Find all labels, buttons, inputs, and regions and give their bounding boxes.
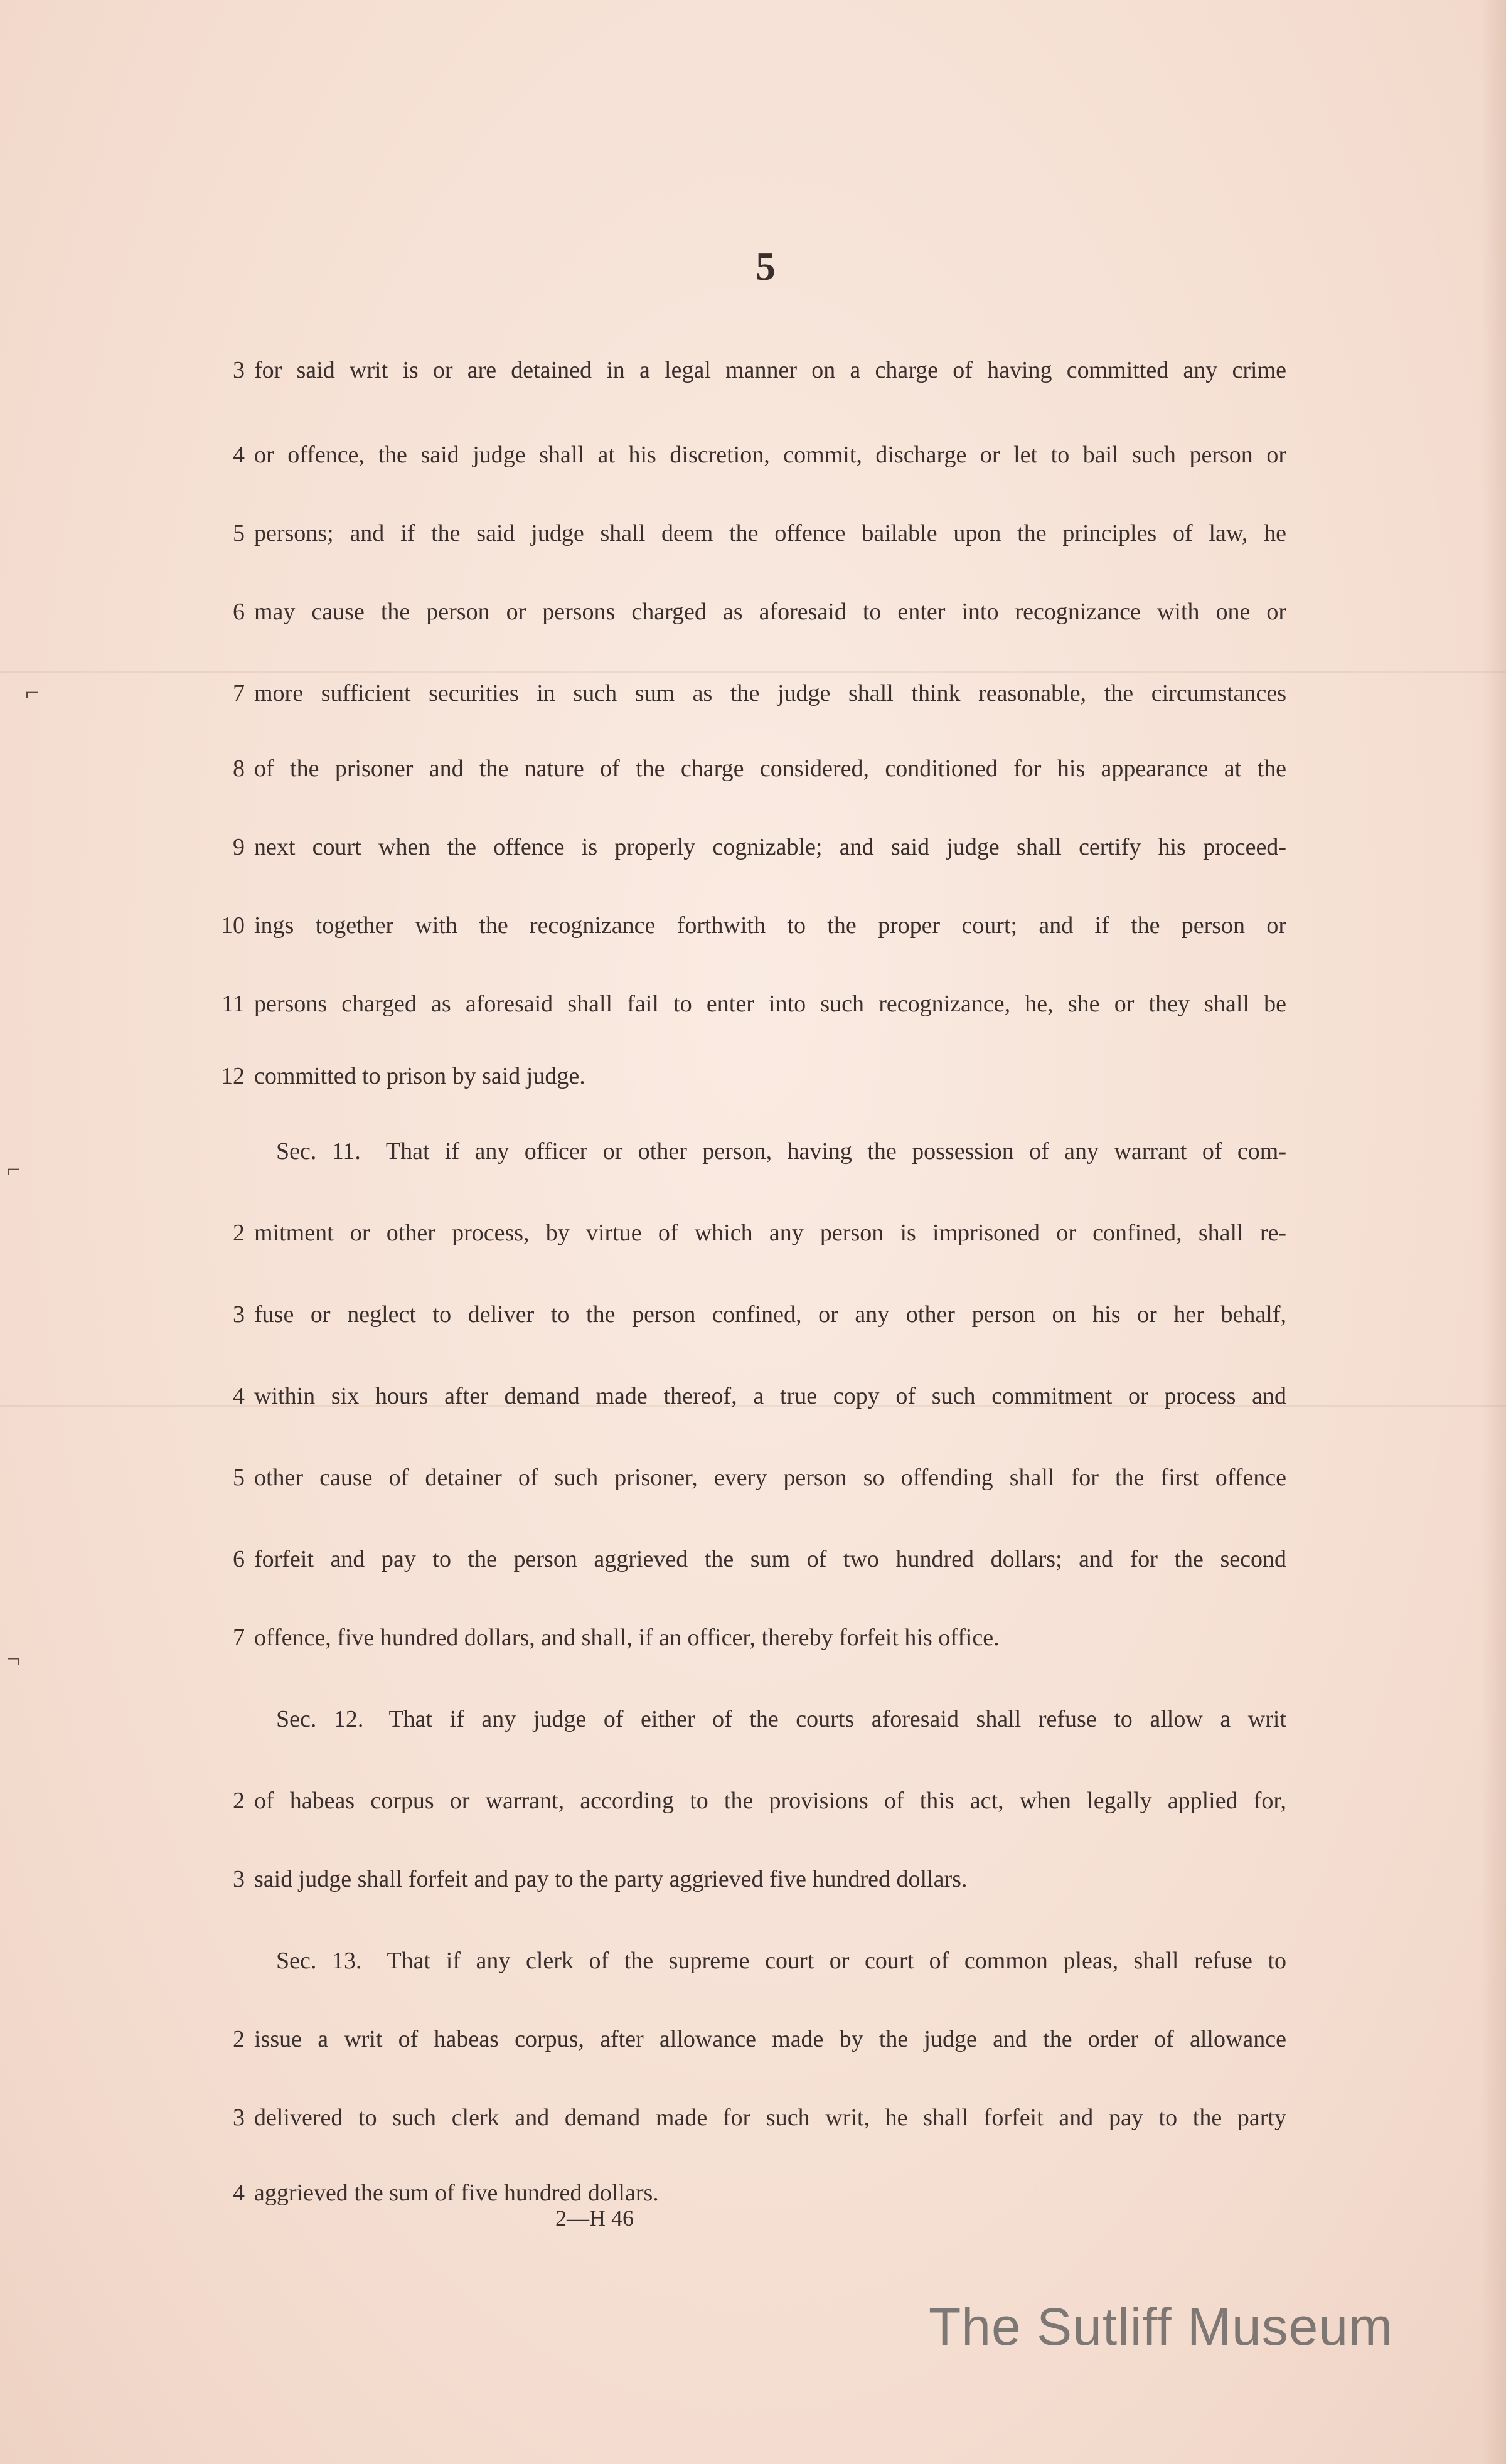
text-line: 5 persons; and if the said judge shall deem the offence bailable upon the principles of law, he [233,520,1286,547]
text-line: 8 of the prisoner and the nature of the charge considered, conditioned for his appearance at the [233,755,1286,782]
section-heading-line: Sec. 11. That if any officer or other person, having the possession of any warrant of com- [276,1138,1286,1165]
text-line: 4 aggrieved the sum of five hundred dollars. [233,2180,659,2206]
margin-mark: ⌐ [25,678,40,707]
document-code: 2—H 46 [555,2205,634,2231]
text-line: 11 persons charged as aforesaid shall fail to enter into such recognizance, he, she or they shall be [222,991,1286,1017]
text-line: 6 forfeit and pay to the person aggrieved the sum of two hundred dollars; and for the second [233,1546,1286,1572]
section-label: Sec. 12. [276,1706,364,1732]
section-heading-line: Sec. 13. That if any clerk of the supreme court or court of common pleas, shall refuse to [276,1948,1286,1974]
text-line: 4 or offence, the said judge shall at his discretion, commit, discharge or let to bail such person or [233,442,1286,468]
text-line: 4 within six hours after demand made thereof, a true copy of such commitment or process and [233,1383,1286,1409]
text-line: 3 fuse or neglect to deliver to the person confined, or any other person on his or her behalf, [233,1301,1286,1328]
text-line: 3 for said writ is or are detained in a legal manner on a charge of having committed any crime [233,357,1286,383]
paper-edge-shadow [1481,0,1506,2464]
text-line: 7 more sufficient securities in such sum as the judge shall think reasonable, the circumstances [233,680,1286,707]
text-line: 2 of habeas corpus or warrant, according to the provisions of this act, when legally applied for, [233,1788,1286,1814]
page-number: 5 [756,244,776,289]
text-line: 9 next court when the offence is properly cognizable; and said judge shall certify his proceed- [233,834,1286,860]
text-line: 2 issue a writ of habeas corpus, after allowance made by the judge and the order of allowance [233,2026,1286,2052]
margin-mark: ¬ [6,1645,21,1673]
section-label: Sec. 11. [276,1138,361,1165]
margin-mark: ⌐ [6,1155,21,1183]
text-line: 3 said judge shall forfeit and pay to the party aggrieved five hundred dollars. [233,1866,968,1892]
text-line: 7 offence, five hundred dollars, and shall, if an officer, thereby forfeit his office. [233,1624,1000,1651]
museum-watermark: The Sutliff Museum [929,2297,1394,2356]
text-line: 12 committed to prison by said judge. [221,1063,585,1089]
text-line: 3 delivered to such clerk and demand made for such writ, he shall forfeit and pay to the party [233,2104,1286,2131]
text-line: 6 may cause the person or persons charged as aforesaid to enter into recognizance with one or [233,599,1286,625]
section-label: Sec. 13. [276,1948,362,1974]
text-line: 10 ings together with the recognizance forthwith to the proper court; and if the person or [221,912,1286,939]
text-line: 2 mitment or other process, by virtue of which any person is imprisoned or confined, shall re- [233,1220,1286,1246]
section-heading-line: Sec. 12. That if any judge of either of the courts aforesaid shall refuse to allow a writ [276,1706,1286,1732]
text-line: 5 other cause of detainer of such prisoner, every person so offending shall for the first offence [233,1464,1286,1491]
